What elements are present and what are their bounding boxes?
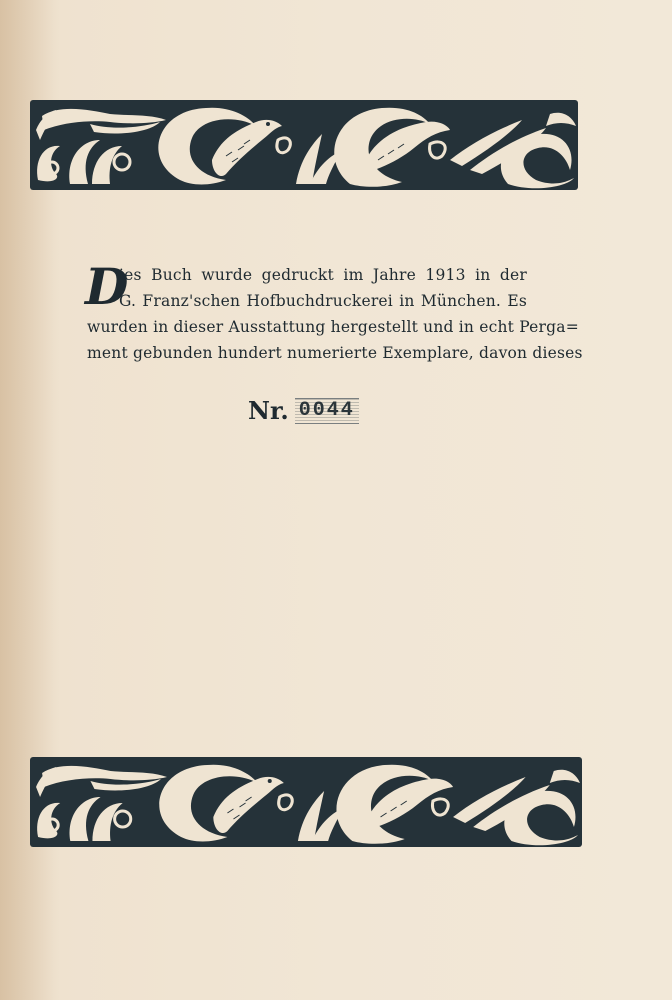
ornament-bottom — [30, 757, 582, 847]
fish-wave-ornament-icon — [30, 100, 578, 190]
edition-number-value: 0044 — [295, 398, 359, 424]
colophon-line: ment gebunden hundert numerierte Exemplare, davon dieses — [87, 344, 583, 362]
colophon-line: ies Buch wurde gedruckt im Jahre 1913 in der — [119, 266, 527, 284]
fish-wave-ornament-icon — [30, 757, 582, 847]
colophon-line: G. Franz'schen Hofbuchdruckerei in München. Es — [119, 292, 527, 310]
colophon-text — [85, 257, 583, 366]
drop-cap: D — [85, 257, 129, 316]
edition-number — [248, 396, 359, 425]
colophon-line: wurden in dieser Ausstattung hergestellt und in echt Perga= — [87, 318, 579, 336]
ornament-top — [30, 100, 578, 190]
edition-number-label: Nr. — [248, 396, 289, 425]
